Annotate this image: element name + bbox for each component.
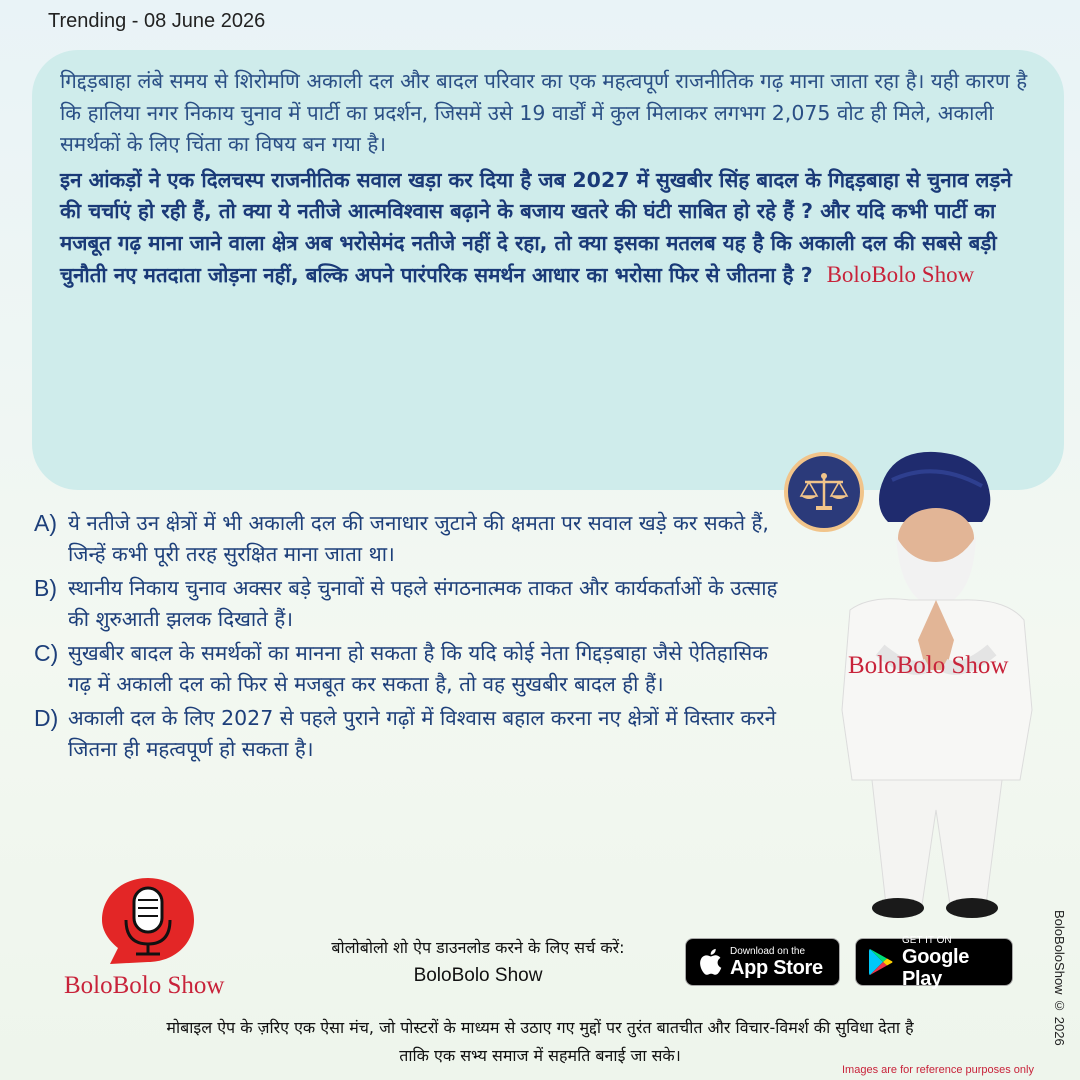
option-text: सुखबीर बादल के समर्थकों का मानना हो सकता है कि यदि कोई नेता गिद्दड़बाहा जैसे ऐतिहासिक गढ़ में अकाली दल को फिर से मजबूत कर सकता है, तो वह सुखबीर बादल ही हैं। bbox=[68, 641, 769, 696]
playstore-big-label: Google Play bbox=[902, 945, 970, 990]
brand-logo-text: BoloBolo Show bbox=[64, 972, 225, 999]
microphone-logo-icon bbox=[96, 874, 200, 970]
appstore-small-label: Download on the bbox=[730, 945, 806, 957]
tagline bbox=[30, 1014, 1050, 1070]
option-letter: D) bbox=[34, 705, 59, 731]
playstore-small-label: GET IT ON bbox=[902, 934, 952, 946]
app-store-button[interactable] bbox=[685, 938, 840, 986]
bubble-watermark: BoloBolo Show bbox=[826, 262, 975, 287]
google-play-icon bbox=[868, 948, 894, 976]
option-text: ये नतीजे उन क्षेत्रों में भी अकाली दल की जनाधार जुटाने की क्षमता पर सवाल खड़े कर सकते हैं, जिन्हें कभी पूरी तरह सुरक्षित माना जाता था। bbox=[68, 511, 769, 566]
context-paragraph: गिद्दड़बाहा लंबे समय से शिरोमणि अकाली दल और बादल परिवार का एक महत्वपूर्ण राजनीतिक गढ़ माना जाता रहा है। यही कारण है कि हालिया नगर निकाय चुनाव में पार्टी का प्रदर्शन, जिसमें उसे 19 वार्डों में कुल मिलाकर लगभग 2,075 वोट ही मिले, अकाली समर्थकों के लिए चिंता का विषय बन गया है। bbox=[60, 69, 1028, 156]
option-c[interactable] bbox=[34, 638, 794, 699]
scales-of-justice-icon bbox=[784, 452, 864, 532]
option-text: अकाली दल के लिए 2027 से पहले पुराने गढ़ों में विश्वास बहाल करना नए क्षेत्रों में विस्तार करने जितना ही महत्वपूर्ण हो सकता है। bbox=[68, 706, 777, 761]
option-b[interactable] bbox=[34, 573, 794, 634]
side-copyright: BoloBoloShow © 2026 bbox=[1052, 910, 1067, 1046]
option-d[interactable] bbox=[34, 703, 794, 764]
tagline-line-1: मोबाइल ऐप के ज़रिए एक ऐसा मंच, जो पोस्टरों के माध्यम से उठाए गए मुद्दों पर तुरंत बातचीत और विचार-विमर्श की सुविधा देता है bbox=[166, 1018, 914, 1037]
options-list bbox=[34, 508, 794, 768]
question-paragraph bbox=[60, 165, 1036, 292]
apple-icon bbox=[698, 948, 722, 976]
date-header: Trending - 08 June 2026 bbox=[48, 10, 266, 32]
question-bubble bbox=[32, 50, 1064, 490]
option-letter: C) bbox=[34, 640, 59, 666]
option-letter: B) bbox=[34, 575, 57, 601]
option-a[interactable] bbox=[34, 508, 794, 569]
app-name: BoloBolo Show bbox=[413, 965, 543, 986]
download-info bbox=[278, 934, 678, 990]
option-text: स्थानीय निकाय चुनाव अक्सर बड़े चुनावों से पहले संगठनात्मक ताकत और कार्यकर्ताओं के उत्साह की शुरुआती झलक दिखाते हैं। bbox=[68, 576, 778, 631]
disclaimer: Images are for reference purposes only bbox=[842, 1064, 1034, 1076]
question-text: इन आंकड़ों ने एक दिलचस्प राजनीतिक सवाल खड़ा कर दिया है जब 2027 में सुखबीर सिंह बादल के गिद्दड़बाहा से चुनाव लड़ने की चर्चाएं हो रही हैं, तो क्या ये नतीजे आत्मविश्वास बढ़ाने के बजाय खतरे की घंटी साबित हो रहे हैं ? और यदि कभी पार्टी का मजबूत गढ़ माना जाने वाला क्षेत्र अब भरोसेमंद नतीजे नहीं दे रहा, तो क्या इसका मतलब यह है कि अकाली दल की सबसे बड़ी चुनौती नए मतदाता जोड़ना नहीं, बल्कि अपने पारंपरिक समर्थन आधार का भरोसा फिर से जीतना है ? bbox=[60, 167, 1012, 287]
appstore-big-label: App Store bbox=[730, 956, 823, 979]
image-watermark: BoloBolo Show bbox=[848, 652, 1009, 679]
option-letter: A) bbox=[34, 510, 57, 536]
tagline-line-2: ताकि एक सभ्य समाज में सहमति बनाई जा सके। bbox=[399, 1046, 681, 1065]
google-play-button[interactable] bbox=[855, 934, 1013, 990]
download-prompt: बोलोबोलो शो ऐप डाउनलोड करने के लिए सर्च करें: bbox=[331, 938, 625, 957]
